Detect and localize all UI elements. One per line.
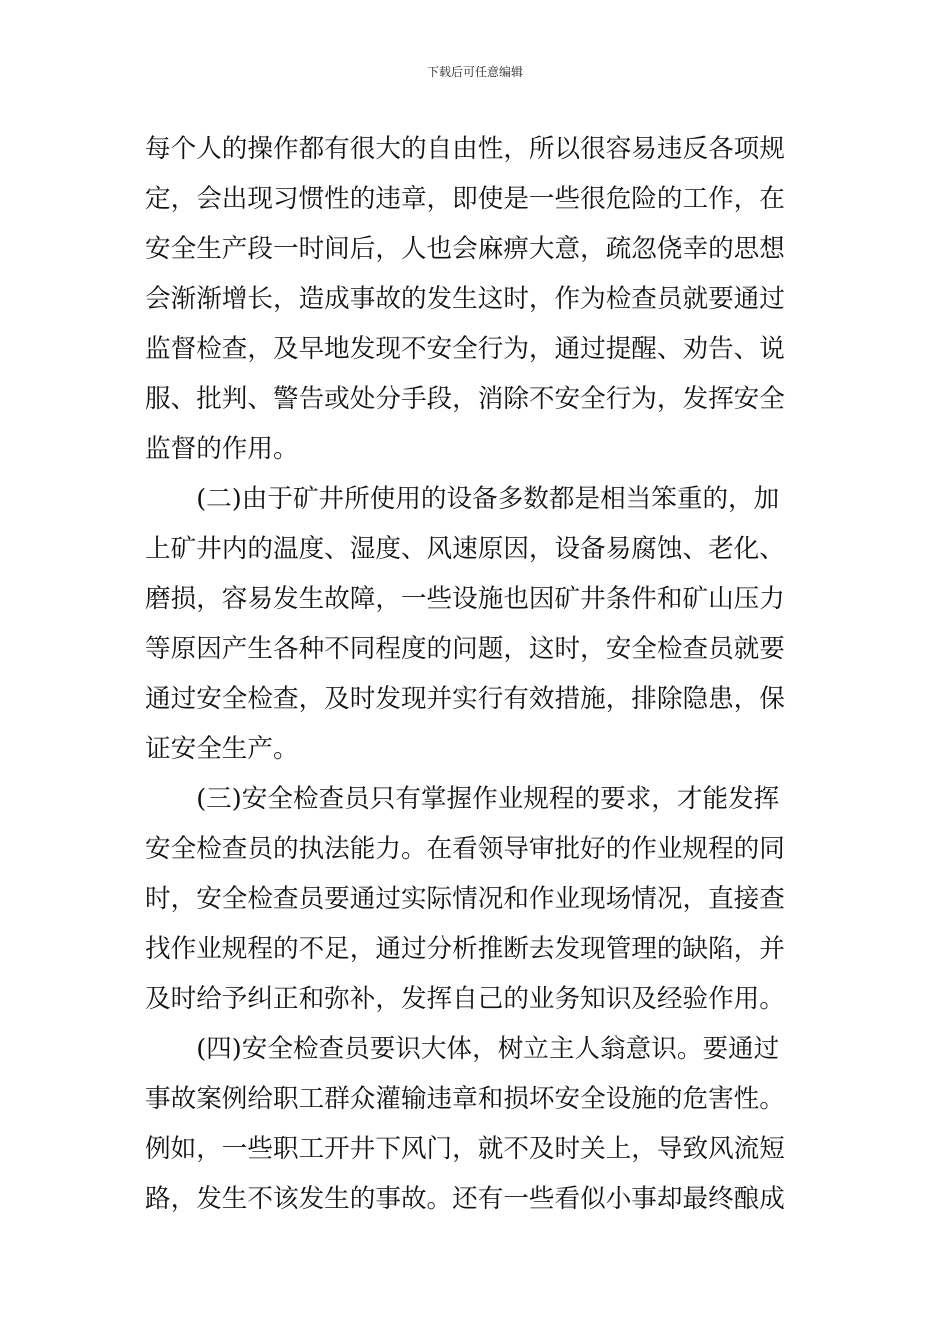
text-line: 监督检查，及早地发现不安全行为，通过提醒、劝告、说 [145,334,785,364]
text-line: 监督的作用。 [145,434,299,464]
paragraph-start-line: (二)由于矿井所使用的设备多数都是相当笨重的，加 [145,484,780,514]
document-body [145,124,805,1224]
text-line: 每个人的操作都有很大的自由性，所以很容易违反各项规 [145,134,785,164]
text-line: 定，会出现习惯性的违章，即使是一些很危险的工作，在 [145,184,785,214]
text-line: 安全检查员的执法能力。在看领导审批好的作业规程的同 [145,834,785,864]
text-line: 事故案例给职工群众灌输违章和损坏安全设施的危害性。 [145,1084,785,1114]
text-line: 安全生产段一时间后，人也会麻痹大意，疏忽侥幸的思想 [145,234,785,264]
text-line: 时，安全检查员要通过实际情况和作业现场情况，直接查 [145,884,785,914]
text-line: 通过安全检查，及时发现并实行有效措施，排除隐患，保 [145,684,785,714]
text-line: 上矿井内的温度、湿度、风速原因，设备易腐蚀、老化、 [145,534,785,564]
text-line: 会渐渐增长，造成事故的发生这时，作为检查员就要通过 [145,284,785,314]
text-line: 找作业规程的不足，通过分析推断去发现管理的缺陷，并 [145,934,785,964]
text-line: 路，发生不该发生的事故。还有一些看似小事却最终酿成 [145,1184,785,1214]
text-line: 等原因产生各种不同程度的问题，这时，安全检查员就要 [145,634,785,664]
paragraph-start-line: (三)安全检查员只有掌握作业规程的要求，才能发挥 [145,784,780,814]
paragraph-start-line: (四)安全检查员要识大体，树立主人翁意识。要通过 [145,1034,780,1064]
text-line: 及时给予纠正和弥补，发挥自己的业务知识及经验作用。 [145,984,785,1014]
text-line: 例如，一些职工开井下风门，就不及时关上，导致风流短 [145,1134,785,1164]
page-header: 下载后可任意编辑 [426,65,523,79]
text-line: 磨损，容易发生故障，一些设施也因矿井条件和矿山压力 [145,584,785,614]
text-line: 服、批判、警告或处分手段，消除不安全行为，发挥安全 [145,384,785,414]
text-line: 证安全生产。 [145,734,299,764]
